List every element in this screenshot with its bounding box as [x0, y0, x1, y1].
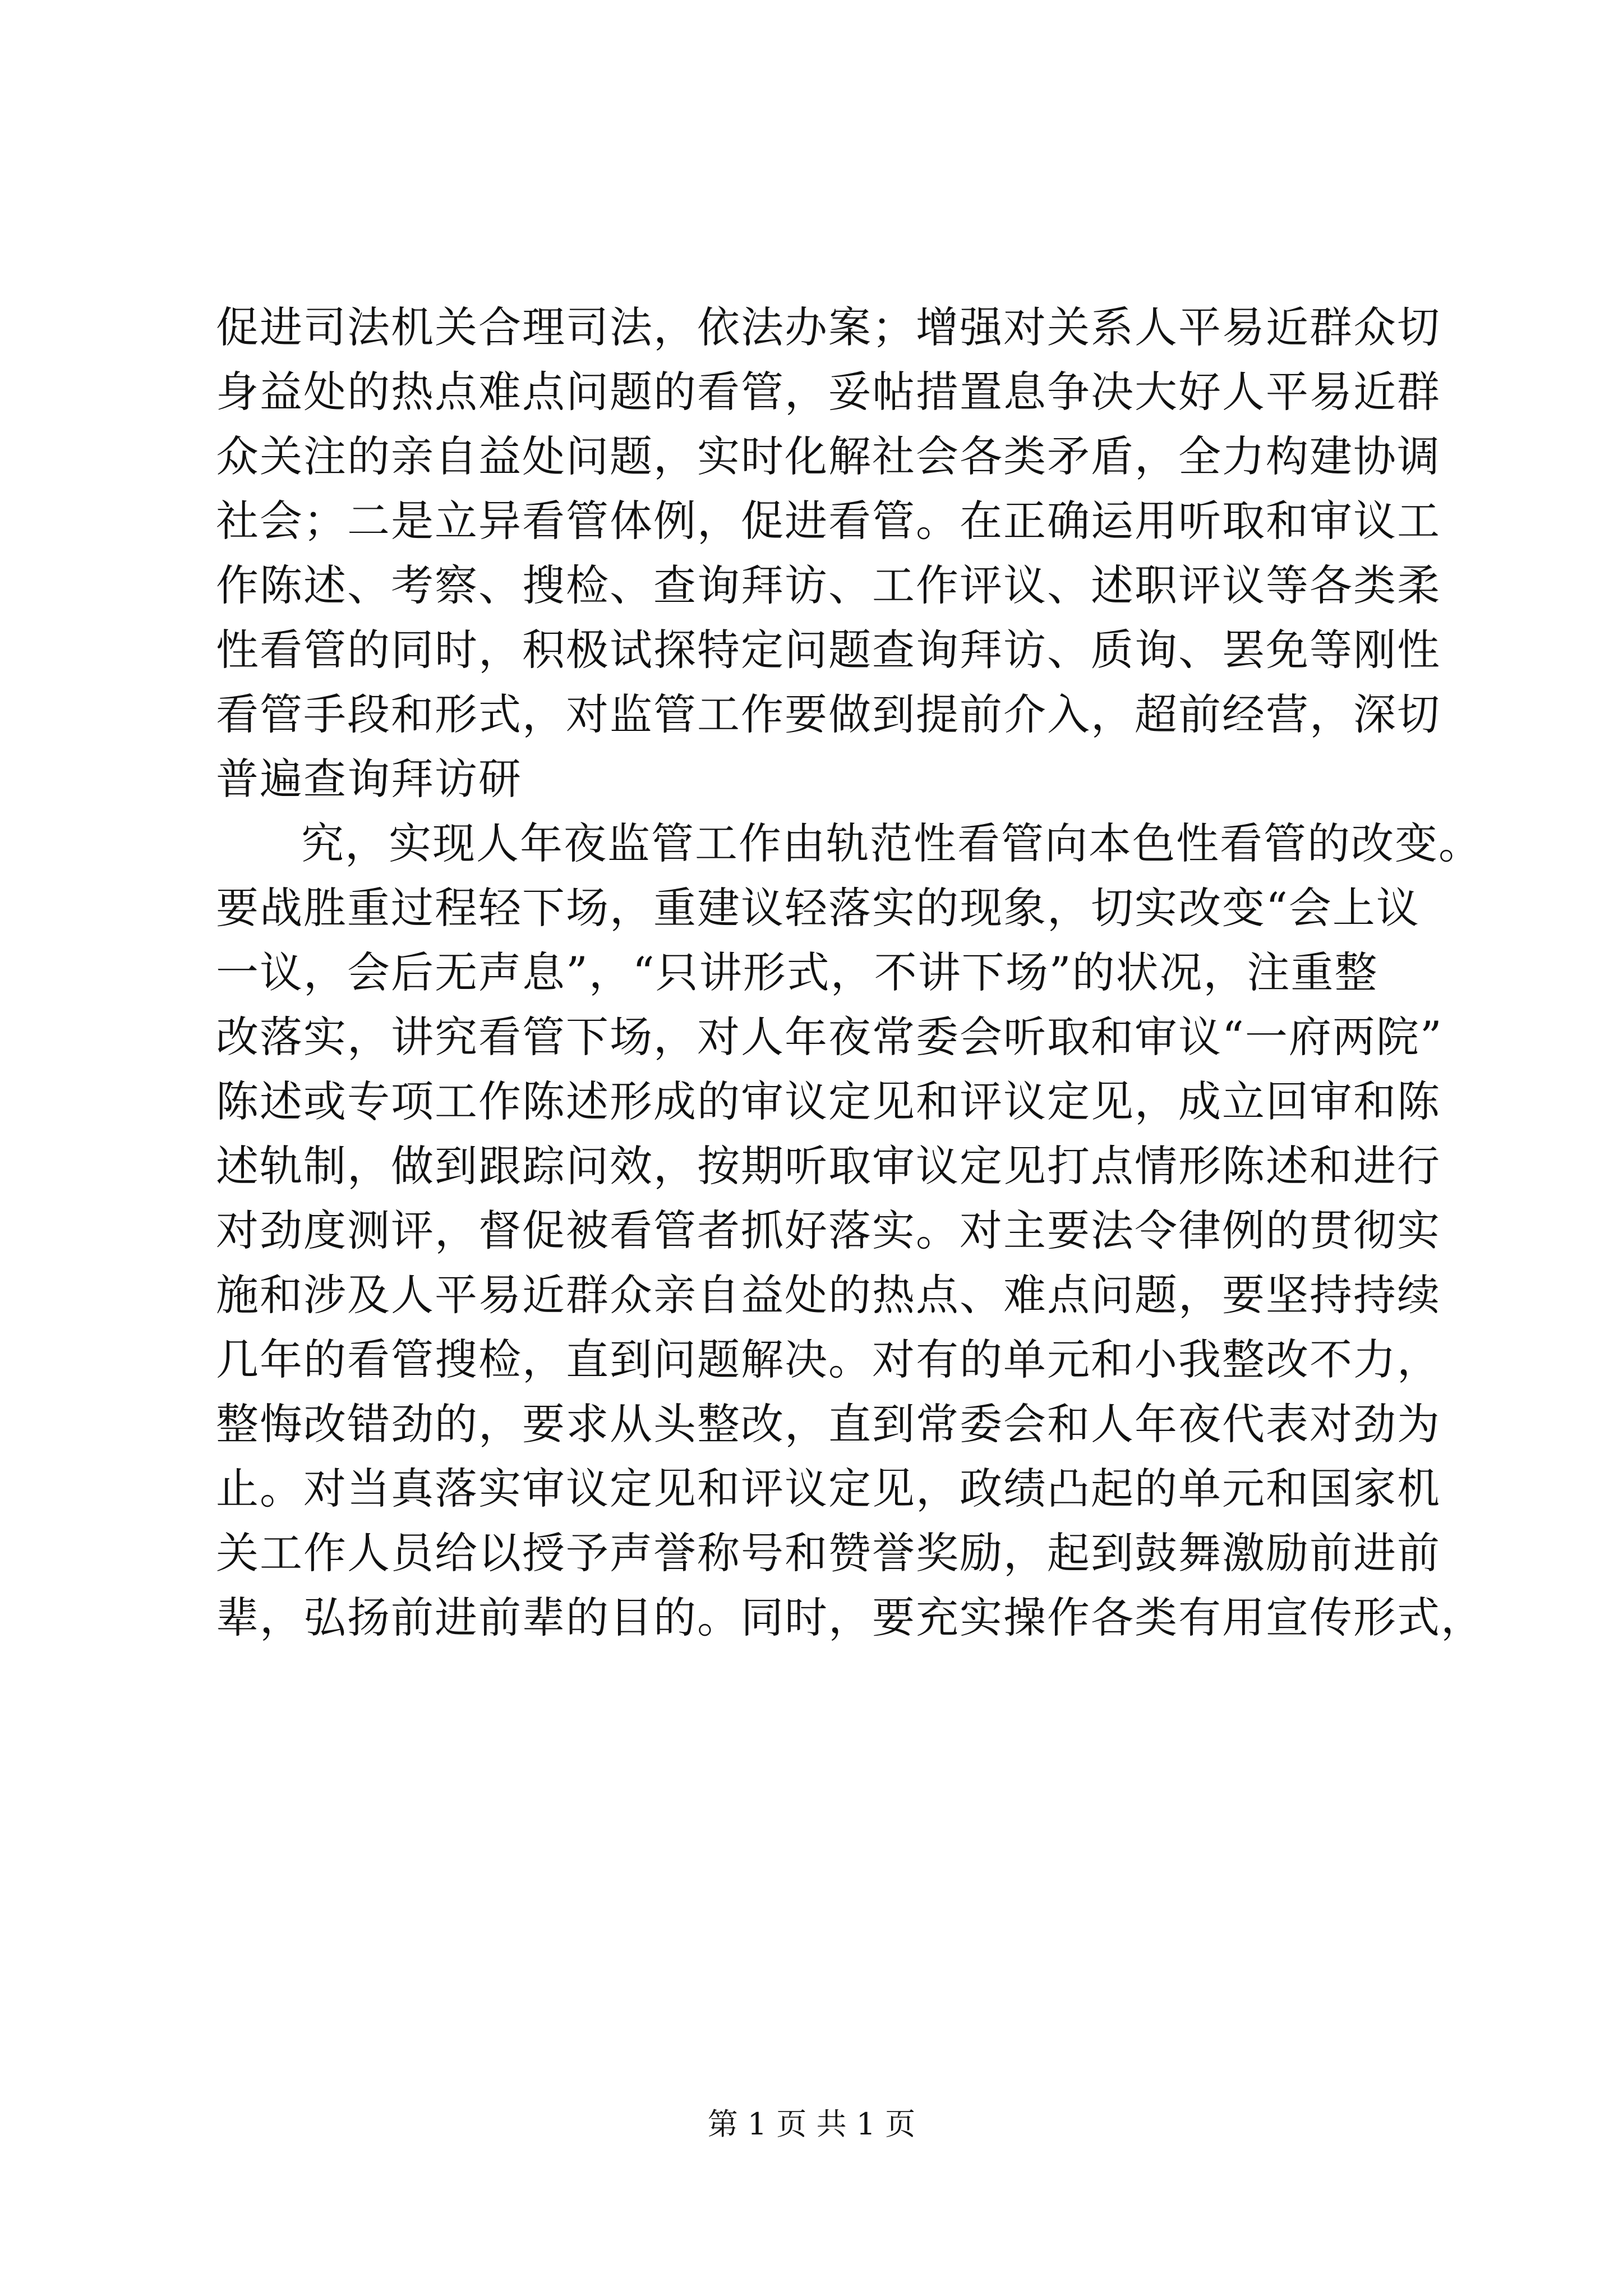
paragraph-1-line-4: 社会；二是立异看管体例，促进看管。在正确运用听取和审议工 — [216, 496, 1441, 546]
paragraph-2-line-6: 述轨制，做到跟踪问效，按期听取审议定见打点情形陈述和进行 — [216, 1141, 1441, 1191]
paragraph-2-line-4: 改落实，讲究看管下场，对人年夜常委会听取和审议“一府两院” — [216, 1012, 1443, 1062]
paragraph-2-line-7: 对劲度测评，督促被看管者抓好落实。对主要法令律例的贯彻实 — [216, 1205, 1441, 1255]
paragraph-1-line-3: 众关注的亲自益处问题，实时化解社会各类矛盾，全力构建协调 — [216, 431, 1441, 481]
paragraph-1-line-5: 作陈述、考察、搜检、查询拜访、工作评议、述职评议等各类柔 — [216, 560, 1441, 610]
paragraph-2-line-2: 要战胜重过程轻下场，重建议轻落实的现象，切实改变“会上议 — [216, 883, 1420, 933]
paragraph-1-line-2: 身益处的热点难点问题的看管，妥帖措置息争决大好人平易近群 — [216, 367, 1441, 417]
paragraph-1-line-7: 看管手段和形式，对监管工作要做到提前介入，超前经营，深切 — [216, 689, 1441, 739]
page-number-label: 第 1 页 共 1 页 — [707, 2106, 916, 2142]
page-footer — [0, 2105, 1623, 2144]
document-body — [216, 295, 1484, 1650]
paragraph-2-line-12: 关工作人员给以授予声誉称号和赞誉奖励，起到鼓舞激励前进前 — [216, 1528, 1441, 1578]
paragraph-2-line-8: 施和涉及人平易近群众亲自益处的热点、难点问题，要坚持持续 — [216, 1270, 1441, 1320]
paragraph-2-line-1: 究，实现人年夜监管工作由轨范性看管向本色性看管的改变。 — [301, 818, 1482, 868]
paragraph-2-line-13: 辈，弘扬前进前辈的目的。同时，要充实操作各类有用宣传形式， — [216, 1593, 1484, 1642]
paragraph-2-line-9: 几年的看管搜检，直到问题解决。对有的单元和小我整改不力， — [216, 1335, 1441, 1384]
paragraph-2-line-3: 一议，会后无声息”，“只讲形式，不讲下场”的状况，注重整 — [216, 947, 1378, 997]
paragraph-2-line-5: 陈述或专项工作陈述形成的审议定见和评议定见，成立回审和陈 — [216, 1076, 1441, 1126]
paragraph-1-line-1: 促进司法机关合理司法，依法办案；增强对关系人平易近群众切 — [216, 302, 1441, 352]
paragraph-2-line-10: 整悔改错劲的，要求从头整改，直到常委会和人年夜代表对劲为 — [216, 1399, 1441, 1449]
paragraph-1-line-8: 普遍查询拜访研 — [216, 754, 522, 804]
paragraph-1-line-6: 性看管的同时，积极试探特定问题查询拜访、质询、罢免等刚性 — [216, 625, 1441, 675]
paragraph-2-line-11: 止。对当真落实审议定见和评议定见，政绩凸起的单元和国家机 — [216, 1464, 1441, 1513]
